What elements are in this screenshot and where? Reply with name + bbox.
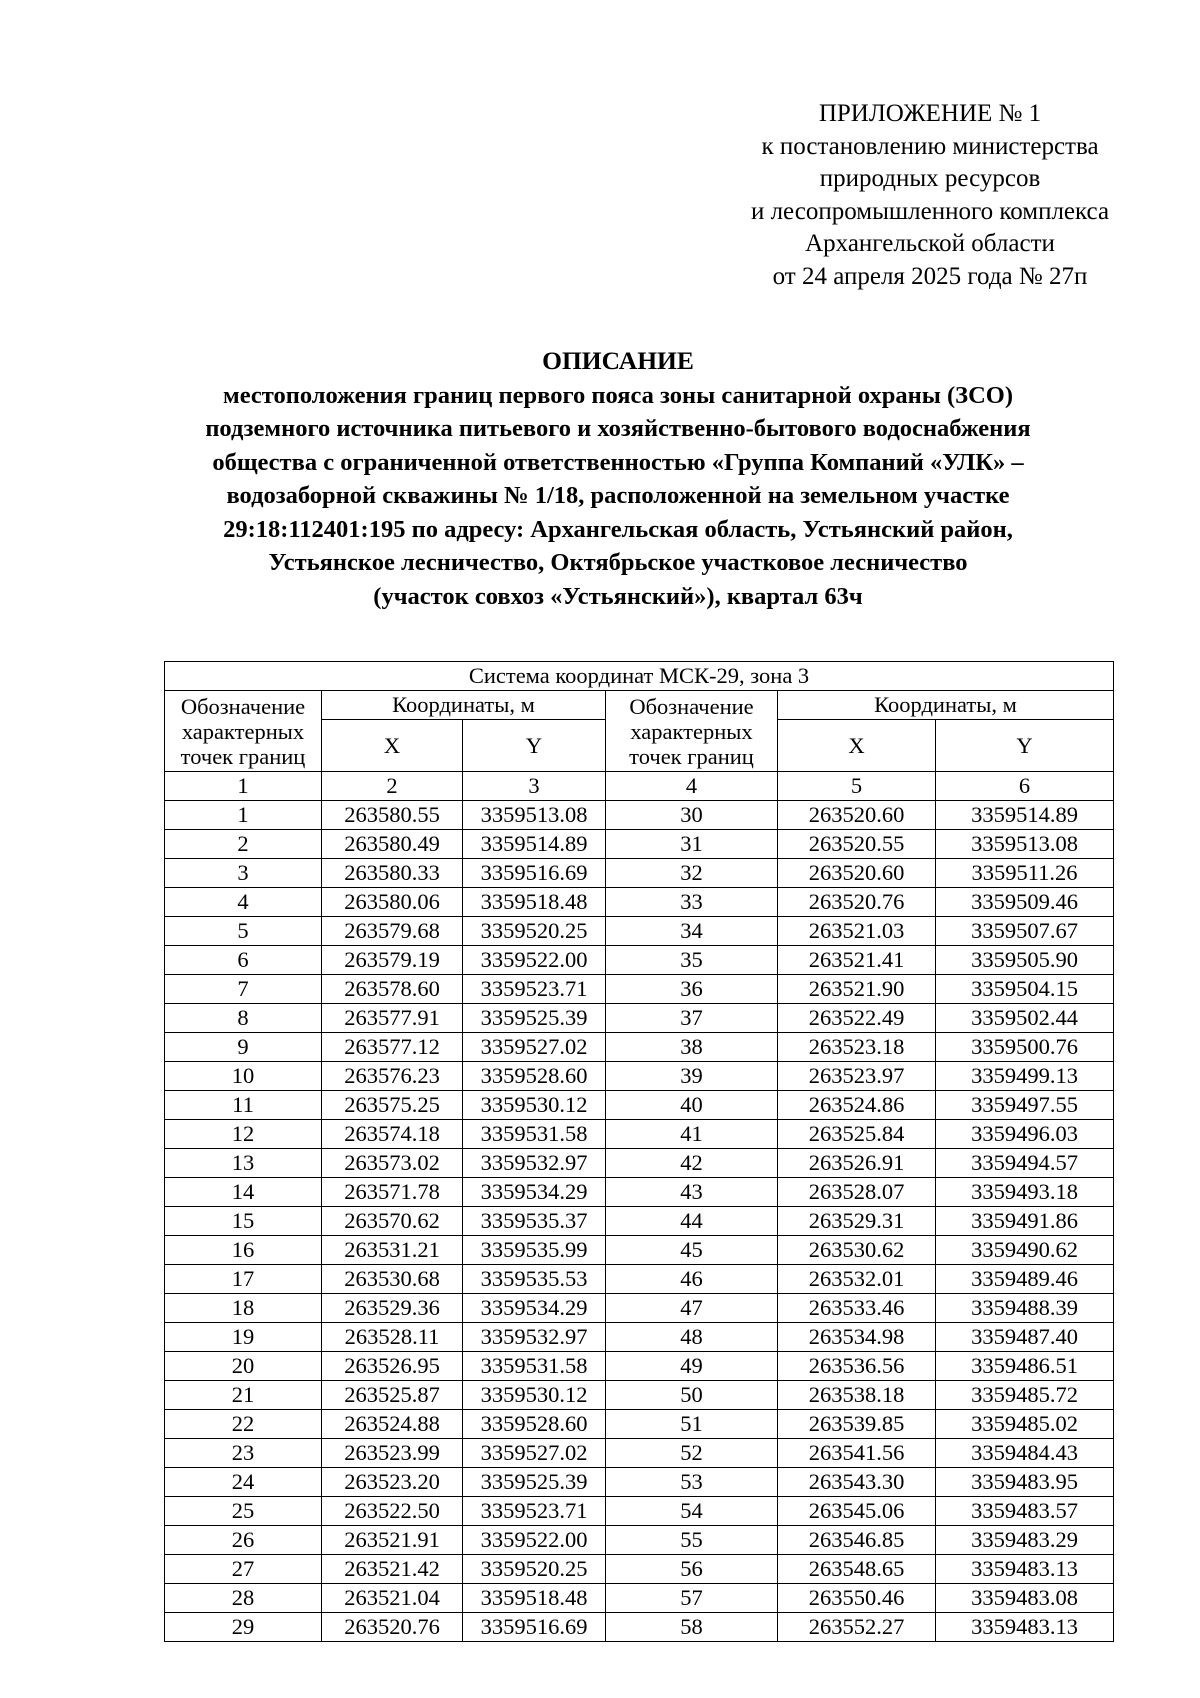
x-coordinate: 263578.60 — [322, 975, 463, 1004]
x-coordinate: 263545.06 — [778, 1497, 936, 1526]
point-number: 40 — [606, 1091, 778, 1120]
x-coordinate: 263579.19 — [322, 946, 463, 975]
x-coordinate: 263524.86 — [778, 1091, 936, 1120]
y-coordinate: 3359525.39 — [463, 1468, 606, 1497]
y-coordinate: 3359485.72 — [936, 1381, 1114, 1410]
y-coordinate: 3359485.02 — [936, 1410, 1114, 1439]
x-coordinate: 263520.55 — [778, 830, 936, 859]
point-number: 55 — [606, 1526, 778, 1555]
table-row — [165, 1526, 1114, 1555]
y-coordinate: 3359518.48 — [463, 1584, 606, 1613]
table-row — [165, 1236, 1114, 1265]
point-number: 24 — [165, 1468, 322, 1497]
table-row — [165, 1294, 1114, 1323]
document-title-block — [100, 344, 1136, 613]
point-header-line: характерных — [181, 718, 305, 744]
y-coordinate: 3359505.90 — [936, 946, 1114, 975]
table-row — [165, 1149, 1114, 1178]
y-coordinate: 3359483.29 — [936, 1526, 1114, 1555]
y-coordinate: 3359522.00 — [463, 1526, 606, 1555]
point-number: 41 — [606, 1120, 778, 1149]
table-row — [165, 1004, 1114, 1033]
point-number: 34 — [606, 917, 778, 946]
y-coordinate: 3359516.69 — [463, 859, 606, 888]
x-coordinate: 263580.55 — [322, 801, 463, 830]
y-coordinate: 3359534.29 — [463, 1294, 606, 1323]
point-number: 4 — [165, 888, 322, 917]
point-number: 35 — [606, 946, 778, 975]
point-header-line: точек границ — [180, 743, 306, 769]
x-coordinate: 263550.46 — [778, 1584, 936, 1613]
x-coordinate: 263526.95 — [322, 1352, 463, 1381]
x-coordinate: 263528.11 — [322, 1323, 463, 1352]
x-coordinate: 263541.56 — [778, 1439, 936, 1468]
x-header: X — [778, 720, 936, 772]
point-header-line: Обозначение — [180, 693, 306, 719]
point-number: 46 — [606, 1265, 778, 1294]
x-coordinate: 263532.01 — [778, 1265, 936, 1294]
y-header: Y — [936, 720, 1114, 772]
title-line: водозаборной скважины № 1/18, расположенной на земельном участке — [226, 482, 1010, 509]
table-row — [165, 1323, 1114, 1352]
table-row — [165, 1207, 1114, 1236]
coordinates-header: Координаты, м — [322, 691, 606, 720]
point-number: 28 — [165, 1584, 322, 1613]
x-coordinate: 263521.42 — [322, 1555, 463, 1584]
title-line: (участок совхоз «Устьянский»), квартал 63ч — [373, 582, 863, 610]
y-coordinate: 3359514.89 — [463, 830, 606, 859]
appendix-line: природных ресурсов — [819, 165, 1041, 192]
column-number: 2 — [322, 772, 463, 801]
x-coordinate: 263529.31 — [778, 1207, 936, 1236]
x-coordinate: 263543.30 — [778, 1468, 936, 1497]
column-number: 3 — [463, 772, 606, 801]
table-row — [165, 830, 1114, 859]
point-number: 56 — [606, 1555, 778, 1584]
point-number: 25 — [165, 1497, 322, 1526]
y-coordinate: 3359491.86 — [936, 1207, 1114, 1236]
point-number: 5 — [165, 917, 322, 946]
y-coordinate: 3359520.25 — [463, 1555, 606, 1584]
point-number: 54 — [606, 1497, 778, 1526]
point-number: 36 — [606, 975, 778, 1004]
y-coordinate: 3359520.25 — [463, 917, 606, 946]
x-coordinate: 263580.49 — [322, 830, 463, 859]
x-coordinate: 263526.91 — [778, 1149, 936, 1178]
y-header: Y — [463, 720, 606, 772]
y-coordinate: 3359499.13 — [936, 1062, 1114, 1091]
x-coordinate: 263520.60 — [778, 859, 936, 888]
x-coordinate: 263523.97 — [778, 1062, 936, 1091]
x-coordinate: 263525.84 — [778, 1120, 936, 1149]
y-coordinate: 3359518.48 — [463, 888, 606, 917]
x-coordinate: 263546.85 — [778, 1526, 936, 1555]
table-row — [165, 1062, 1114, 1091]
title-line: подземного источника питьевого и хозяйственно-бытового водоснабжения — [205, 415, 1031, 442]
x-coordinate: 263534.98 — [778, 1323, 936, 1352]
x-coordinate: 263533.46 — [778, 1294, 936, 1323]
x-coordinate: 263539.85 — [778, 1410, 936, 1439]
x-coordinate: 263525.87 — [322, 1381, 463, 1410]
x-coordinate: 263521.41 — [778, 946, 936, 975]
x-coordinate: 263531.21 — [322, 1236, 463, 1265]
point-number: 43 — [606, 1178, 778, 1207]
x-coordinate: 263575.25 — [322, 1091, 463, 1120]
point-number: 53 — [606, 1468, 778, 1497]
x-coordinate: 263573.02 — [322, 1149, 463, 1178]
column-number: 4 — [606, 772, 778, 801]
table-row — [165, 1381, 1114, 1410]
y-coordinate: 3359502.44 — [936, 1004, 1114, 1033]
y-coordinate: 3359496.03 — [936, 1120, 1114, 1149]
y-coordinate: 3359507.67 — [936, 917, 1114, 946]
y-coordinate: 3359494.57 — [936, 1149, 1114, 1178]
document-title: ОПИСАНИЕ — [542, 346, 694, 375]
y-coordinate: 3359530.12 — [463, 1381, 606, 1410]
coordinate-system-label: Система координат МСК-29, зона 3 — [165, 662, 1114, 691]
table-row — [165, 1497, 1114, 1526]
table-system-row — [165, 662, 1114, 691]
x-coordinate: 263521.91 — [322, 1526, 463, 1555]
y-coordinate: 3359489.46 — [936, 1265, 1114, 1294]
column-number: 1 — [165, 772, 322, 801]
title-line: местоположения границ первого пояса зоны санитарной охраны (ЗСО) — [223, 381, 1013, 409]
y-coordinate: 3359528.60 — [463, 1410, 606, 1439]
x-coordinate: 263552.27 — [778, 1613, 936, 1642]
point-number: 14 — [165, 1178, 322, 1207]
point-number: 37 — [606, 1004, 778, 1033]
table-row — [165, 1120, 1114, 1149]
point-number: 22 — [165, 1410, 322, 1439]
table-row — [165, 975, 1114, 1004]
x-coordinate: 263520.60 — [778, 801, 936, 830]
y-coordinate: 3359483.08 — [936, 1584, 1114, 1613]
y-coordinate: 3359490.62 — [936, 1236, 1114, 1265]
y-coordinate: 3359534.29 — [463, 1178, 606, 1207]
appendix-block — [700, 98, 1160, 293]
table-row — [165, 1033, 1114, 1062]
point-header-line: точек границ — [629, 743, 754, 769]
title-line: 29:18:112401:195 по адресу: Архангельская область, Устьянский район, — [223, 515, 1013, 543]
y-coordinate: 3359535.53 — [463, 1265, 606, 1294]
x-coordinate: 263523.99 — [322, 1439, 463, 1468]
point-number: 18 — [165, 1294, 322, 1323]
x-coordinate: 263536.56 — [778, 1352, 936, 1381]
y-coordinate: 3359532.97 — [463, 1149, 606, 1178]
point-number: 27 — [165, 1555, 322, 1584]
x-coordinate: 263580.06 — [322, 888, 463, 917]
table-row — [165, 1178, 1114, 1207]
point-number: 39 — [606, 1062, 778, 1091]
y-coordinate: 3359527.02 — [463, 1033, 606, 1062]
x-coordinate: 263577.12 — [322, 1033, 463, 1062]
y-coordinate: 3359483.13 — [936, 1555, 1114, 1584]
point-number: 23 — [165, 1439, 322, 1468]
table-row — [165, 1613, 1114, 1642]
x-coordinate: 263528.07 — [778, 1178, 936, 1207]
y-coordinate: 3359532.97 — [463, 1323, 606, 1352]
y-coordinate: 3359511.26 — [936, 859, 1114, 888]
y-coordinate: 3359483.95 — [936, 1468, 1114, 1497]
point-number: 47 — [606, 1294, 778, 1323]
table-row — [165, 917, 1114, 946]
point-number: 8 — [165, 1004, 322, 1033]
x-coordinate: 263574.18 — [322, 1120, 463, 1149]
point-number: 26 — [165, 1526, 322, 1555]
point-number: 19 — [165, 1323, 322, 1352]
appendix-line: от 24 апреля 2025 года № 27п — [772, 262, 1088, 290]
point-number: 3 — [165, 859, 322, 888]
point-number: 6 — [165, 946, 322, 975]
point-number: 16 — [165, 1236, 322, 1265]
x-coordinate: 263523.20 — [322, 1468, 463, 1497]
point-number: 32 — [606, 859, 778, 888]
appendix-line: и лесопромышленного комплекса — [750, 197, 1110, 225]
y-coordinate: 3359488.39 — [936, 1294, 1114, 1323]
point-number: 17 — [165, 1265, 322, 1294]
point-number: 38 — [606, 1033, 778, 1062]
table-row — [165, 801, 1114, 830]
y-coordinate: 3359497.55 — [936, 1091, 1114, 1120]
point-number: 12 — [165, 1120, 322, 1149]
y-coordinate: 3359527.02 — [463, 1439, 606, 1468]
x-coordinate: 263523.18 — [778, 1033, 936, 1062]
y-coordinate: 3359504.15 — [936, 975, 1114, 1004]
x-coordinate: 263530.68 — [322, 1265, 463, 1294]
y-coordinate: 3359531.58 — [463, 1120, 606, 1149]
point-number: 48 — [606, 1323, 778, 1352]
y-coordinate: 3359530.12 — [463, 1091, 606, 1120]
y-coordinate: 3359514.89 — [936, 801, 1114, 830]
y-coordinate: 3359500.76 — [936, 1033, 1114, 1062]
table-row — [165, 946, 1114, 975]
point-number: 49 — [606, 1352, 778, 1381]
x-header: X — [322, 720, 463, 772]
point-number: 10 — [165, 1062, 322, 1091]
x-coordinate: 263520.76 — [778, 888, 936, 917]
point-number: 58 — [606, 1613, 778, 1642]
column-number: 5 — [778, 772, 936, 801]
x-coordinate: 263521.04 — [322, 1584, 463, 1613]
coordinates-header: Координаты, м — [778, 691, 1114, 720]
point-number: 57 — [606, 1584, 778, 1613]
point-number: 31 — [606, 830, 778, 859]
y-coordinate: 3359523.71 — [463, 975, 606, 1004]
point-header-line: Обозначение — [629, 693, 754, 719]
point-number: 21 — [165, 1381, 322, 1410]
point-number: 1 — [165, 801, 322, 830]
point-number: 15 — [165, 1207, 322, 1236]
x-coordinate: 263521.90 — [778, 975, 936, 1004]
x-coordinate: 263580.33 — [322, 859, 463, 888]
point-designation-header — [606, 691, 778, 772]
column-number-row — [165, 772, 1114, 801]
coordinates-table — [164, 661, 1114, 1642]
point-number: 9 — [165, 1033, 322, 1062]
table-row — [165, 1584, 1114, 1613]
point-number: 30 — [606, 801, 778, 830]
x-coordinate: 263570.62 — [322, 1207, 463, 1236]
y-coordinate: 3359523.71 — [463, 1497, 606, 1526]
y-coordinate: 3359535.99 — [463, 1236, 606, 1265]
point-number: 13 — [165, 1149, 322, 1178]
table-row — [165, 1439, 1114, 1468]
x-coordinate: 263538.18 — [778, 1381, 936, 1410]
y-coordinate: 3359484.43 — [936, 1439, 1114, 1468]
title-line: общества с ограниченной ответственностью «Группа Компаний «УЛК» – — [212, 448, 1024, 476]
y-coordinate: 3359493.18 — [936, 1178, 1114, 1207]
y-coordinate: 3359535.37 — [463, 1207, 606, 1236]
y-coordinate: 3359513.08 — [936, 830, 1114, 859]
appendix-line: к постановлению министерства — [761, 132, 1099, 160]
table-header-row — [165, 691, 1114, 720]
y-coordinate: 3359483.13 — [936, 1613, 1114, 1642]
y-coordinate: 3359525.39 — [463, 1004, 606, 1033]
y-coordinate: 3359513.08 — [463, 801, 606, 830]
y-coordinate: 3359522.00 — [463, 946, 606, 975]
x-coordinate: 263548.65 — [778, 1555, 936, 1584]
table-row — [165, 1091, 1114, 1120]
x-coordinate: 263529.36 — [322, 1294, 463, 1323]
point-number: 52 — [606, 1439, 778, 1468]
y-coordinate: 3359528.60 — [463, 1062, 606, 1091]
point-designation-header — [165, 691, 322, 772]
point-number: 7 — [165, 975, 322, 1004]
column-number: 6 — [936, 772, 1114, 801]
table-row — [165, 1468, 1114, 1497]
x-coordinate: 263577.91 — [322, 1004, 463, 1033]
table-row — [165, 1555, 1114, 1584]
x-coordinate: 263576.23 — [322, 1062, 463, 1091]
point-number: 20 — [165, 1352, 322, 1381]
point-header-line: характерных — [630, 718, 753, 744]
point-number: 50 — [606, 1381, 778, 1410]
appendix-line: Архангельской области — [805, 230, 1055, 257]
point-number: 44 — [606, 1207, 778, 1236]
y-coordinate: 3359531.58 — [463, 1352, 606, 1381]
x-coordinate: 263524.88 — [322, 1410, 463, 1439]
point-number: 51 — [606, 1410, 778, 1439]
table-row — [165, 1410, 1114, 1439]
x-coordinate: 263522.49 — [778, 1004, 936, 1033]
x-coordinate: 263522.50 — [322, 1497, 463, 1526]
title-line: Устьянское лесничество, Октябрьское участковое лесничество — [268, 549, 968, 576]
point-number: 45 — [606, 1236, 778, 1265]
appendix-line: ПРИЛОЖЕНИЕ № 1 — [818, 100, 1042, 127]
x-coordinate: 263520.76 — [322, 1613, 463, 1642]
x-coordinate: 263579.68 — [322, 917, 463, 946]
table-body — [165, 801, 1114, 1642]
y-coordinate: 3359486.51 — [936, 1352, 1114, 1381]
x-coordinate: 263530.62 — [778, 1236, 936, 1265]
point-number: 33 — [606, 888, 778, 917]
table-row — [165, 1265, 1114, 1294]
point-number: 29 — [165, 1613, 322, 1642]
point-number: 42 — [606, 1149, 778, 1178]
y-coordinate: 3359516.69 — [463, 1613, 606, 1642]
y-coordinate: 3359483.57 — [936, 1497, 1114, 1526]
point-number: 11 — [165, 1091, 322, 1120]
table-row — [165, 1352, 1114, 1381]
table-row — [165, 859, 1114, 888]
y-coordinate: 3359487.40 — [936, 1323, 1114, 1352]
point-number: 2 — [165, 830, 322, 859]
x-coordinate: 263571.78 — [322, 1178, 463, 1207]
x-coordinate: 263521.03 — [778, 917, 936, 946]
table-row — [165, 888, 1114, 917]
y-coordinate: 3359509.46 — [936, 888, 1114, 917]
